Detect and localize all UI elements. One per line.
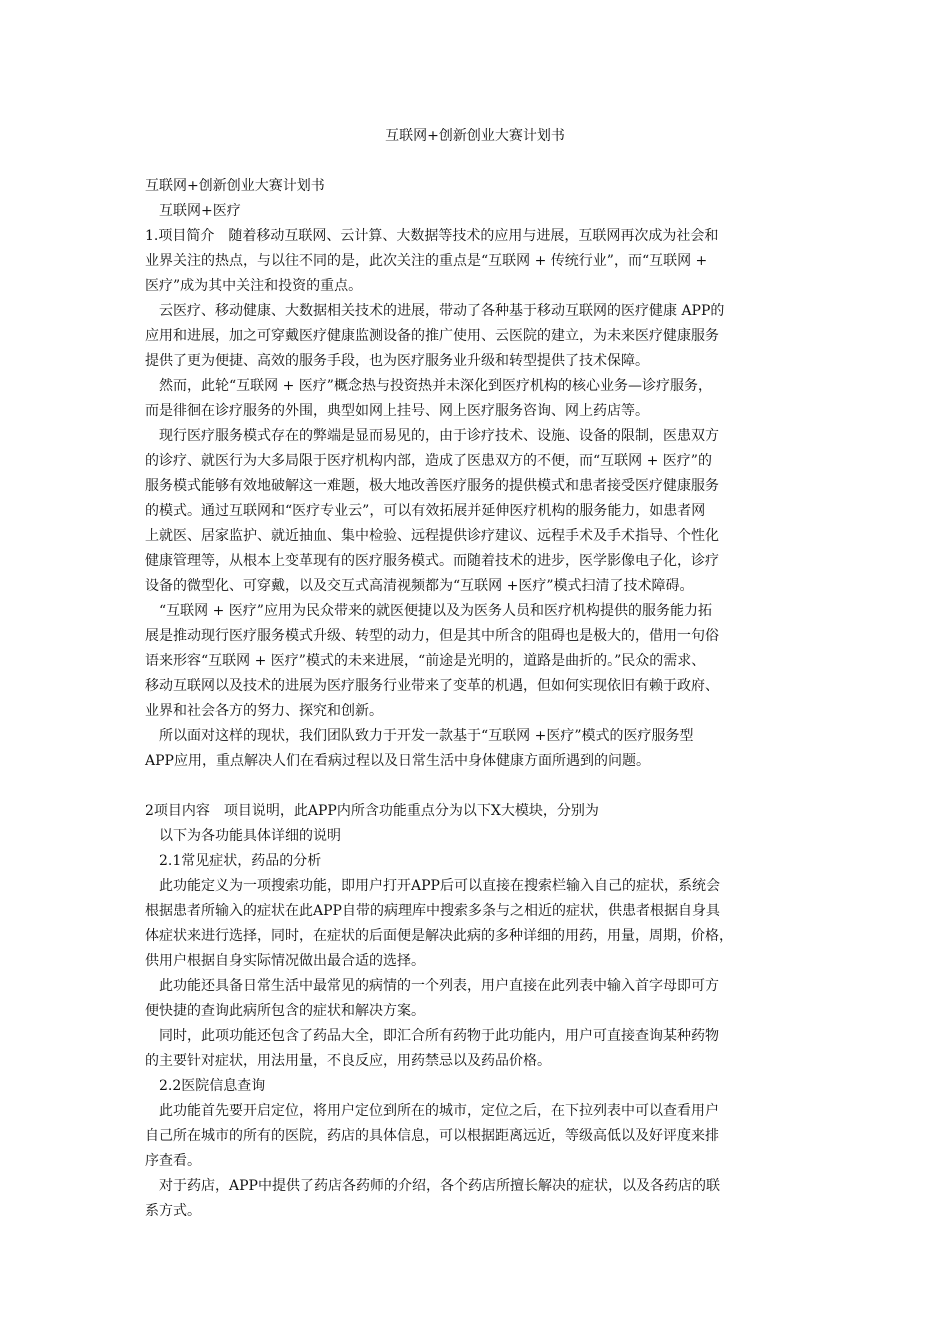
- body-line: 体症状来进行选择，同时，在症状的后面便是解决此病的多种详细的用药，用量，周期，价格，: [145, 928, 733, 944]
- body-line: 此功能定义为一项搜索功能，即用户打开APP后可以直接在搜索栏输入自己的症状，系统会: [145, 878, 720, 894]
- body-line: 健康管理等，从根本上变革现有的医疗服务模式。而随着技术的进步，医学影像电子化，诊疗: [145, 553, 719, 569]
- body-line: 序查看。: [145, 1153, 201, 1169]
- body-line: 2.2医院信息查询: [145, 1078, 266, 1094]
- body-line: 供用户根据自身实际情况做出最合适的选择。: [145, 953, 425, 969]
- body-line: 1.项目简介 随着移动互联网、云计算、大数据等技术的应用与进展，互联网再次成为社会和: [145, 228, 719, 244]
- body-line: 互联网+创新创业大赛计划书: [145, 178, 325, 194]
- body-line: 然而，此轮“互联网 + 医疗”概念热与投资热并未深化到医疗机构的核心业务—诊疗服务，: [145, 378, 712, 394]
- body-line: 云医疗、移动健康、大数据相关技术的进展，带动了各种基于移动互联网的医疗健康 APP的: [145, 303, 725, 319]
- body-line: 服务模式能够有效地破解这一难题，极大地改善医疗服务的提供模式和患者接受医疗健康服务: [145, 478, 719, 494]
- body-line: 2项目内容 项目说明，此APP内所含功能重点分为以下X大模块，分别为: [145, 803, 599, 819]
- body-line: 语来形容“互联网 + 医疗”模式的未来进展，“前途是光明的，道路是曲折的。”民众的需求、: [145, 653, 706, 669]
- body-line: 自己所在城市的所有的医院，药店的具体信息，可以根据距离远近，等级高低以及好评度来排: [145, 1128, 719, 1144]
- body-line: 移动互联网以及技术的进展为医疗服务行业带来了变革的机遇，但如何实现依旧有赖于政府、: [145, 678, 719, 694]
- body-line: 的模式。通过互联网和“医疗专业云”，可以有效拓展并延伸医疗机构的服务能力，如患者网: [145, 503, 706, 519]
- body-line: 此功能还具备日常生活中最常见的病情的一个列表，用户直接在此列表中输入首字母即可方: [145, 978, 719, 994]
- body-line: 医疗”成为其中关注和投资的重点。: [145, 278, 363, 294]
- body-line: 业界关注的热点，与以往不同的是，此次关注的重点是“互联网 + 传统行业”，而“互联网 +: [145, 253, 708, 269]
- body-line: 应用和进展，加之可穿戴医疗健康监测设备的推广使用、云医院的建立，为未来医疗健康服务: [145, 328, 719, 344]
- body-line: 而是徘徊在诊疗服务的外围，典型如网上挂号、网上医疗服务咨询、网上药店等。: [145, 403, 649, 419]
- body-line: 上就医、居家监护、就近抽血、集中检验、远程提供诊疗建议、远程手术及手术指导、个性化: [145, 528, 719, 544]
- body-line: 便快捷的查询此病所包含的症状和解决方案。: [145, 1003, 425, 1019]
- body-line: 业界和社会各方的努力、探究和创新。: [145, 703, 383, 719]
- body-line: 的诊疗、就医行为大多局限于医疗机构内部，造成了医患双方的不便，而“互联网 + 医疗”的: [145, 453, 712, 469]
- body-line: 展是推动现行医疗服务模式升级、转型的动力，但是其中所含的阻碍也是极大的，借用一句俗: [145, 628, 719, 644]
- body-line: “互联网 + 医疗”应用为民众带来的就医便捷以及为医务人员和医疗机构提供的服务能力拓: [145, 603, 712, 619]
- body-line: 互联网+医疗: [145, 203, 241, 219]
- body-line: 同时，此项功能还包含了药品大全，即汇合所有药物于此功能内，用户可直接查询某种药物: [145, 1028, 719, 1044]
- document-title: 互联网+创新创业大赛计划书: [385, 128, 565, 144]
- body-line: 提供了更为便捷、高效的服务手段，也为医疗服务业升级和转型提供了技术保障。: [145, 353, 649, 369]
- body-line: 根据患者所输入的症状在此APP自带的病理库中搜索多条与之相近的症状，供患者根据自身具: [145, 903, 720, 919]
- body-line: 系方式。: [145, 1203, 201, 1219]
- body-line: 所以面对这样的现状，我们团队致力于开发一款基于“互联网 +医疗”模式的医疗服务型: [145, 728, 694, 744]
- body-line: 现行医疗服务模式存在的弊端是显而易见的，由于诊疗技术、设施、设备的限制，医患双方: [145, 428, 719, 444]
- body-line: 的主要针对症状，用法用量，不良反应，用药禁忌以及药品价格。: [145, 1053, 551, 1069]
- body-line: 此功能首先要开启定位，将用户定位到所在的城市，定位之后，在下拉列表中可以查看用户: [145, 1103, 719, 1119]
- body-line: 以下为各功能具体详细的说明: [145, 828, 341, 844]
- body-line: 设备的微型化、可穿戴，以及交互式高清视频都为“互联网 +医疗”模式扫清了技术障碍。: [145, 578, 694, 594]
- body-line: APP应用，重点解决人们在看病过程以及日常生活中身体健康方面所遇到的问题。: [145, 753, 650, 769]
- body-line: 对于药店，APP中提供了药店各药师的介绍，各个药店所擅长解决的症状，以及各药店的联: [145, 1178, 720, 1194]
- body-line: 2.1常见症状，药品的分析: [145, 853, 322, 869]
